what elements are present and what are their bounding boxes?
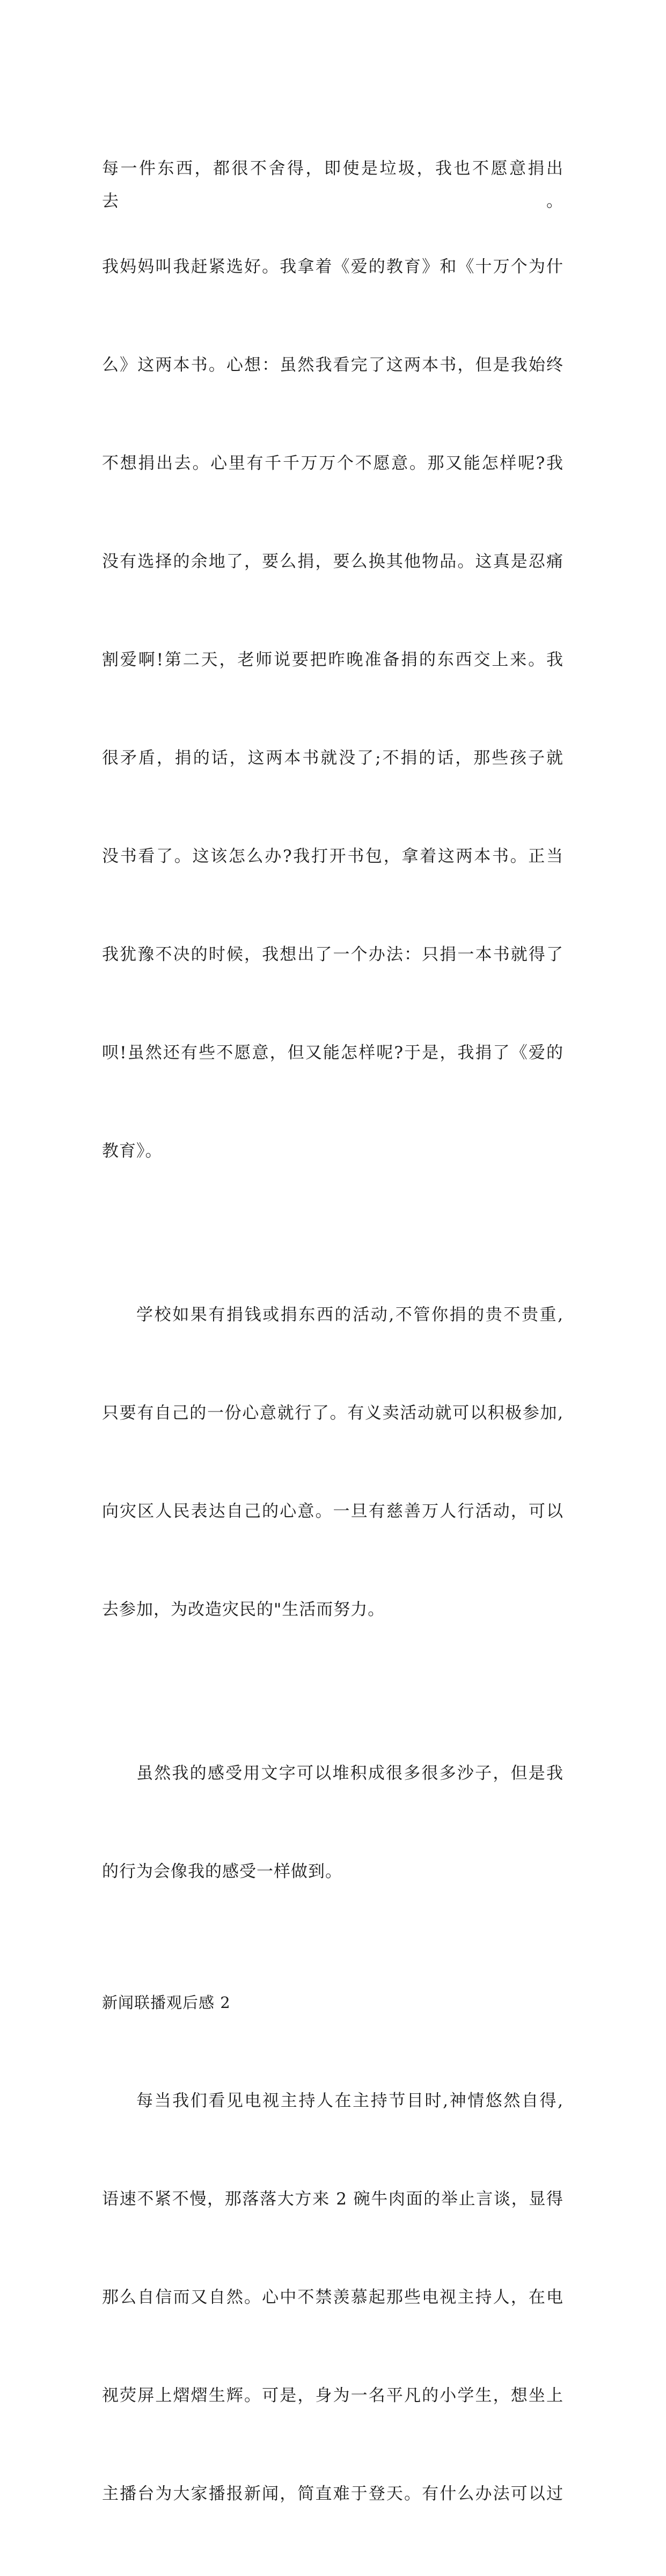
text-line: 那么自信而又自然。心中不禁羡慕起那些电视主持人，在电 bbox=[102, 2288, 563, 2307]
document-body bbox=[102, 87, 563, 2576]
text-line: 每当我们看见电视主持人在主持节目时,神情悠然自得, bbox=[136, 2091, 563, 2111]
text-line: 割爱啊!第二天，老师说要把昨晚准备捐的东西交上来。我 bbox=[102, 650, 563, 670]
text-line: 向灾区人民表达自己的心意。一旦有慈善万人行活动，可以 bbox=[102, 1502, 563, 1521]
text-line: 不想捐出去。心里有千千万万个不愿意。那又能怎样呢?我 bbox=[102, 454, 563, 473]
text-line: 视荧屏上熠熠生辉。可是，身为一名平凡的小学生，想坐上 bbox=[102, 2386, 563, 2405]
text-line: 去参加，为改造灾民的"生活而努力。 bbox=[102, 1600, 385, 1619]
text-line: 呗!虽然还有些不愿意，但又能怎样呢?于是，我捐了《爱的 bbox=[102, 1043, 563, 1063]
text-line: 没有选择的余地了，要么捐，要么换其他物品。这真是忍痛 bbox=[102, 552, 563, 571]
text-line: 虽然我的感受用文字可以堆积成很多很多沙子，但是我 bbox=[136, 1764, 563, 1783]
text-line: 么》这两本书。心想：虽然我看完了这两本书，但是我始终 bbox=[102, 355, 563, 375]
paragraph-2 bbox=[102, 1233, 563, 1692]
text-line: 每一件东西，都很不舍得，即使是垃圾，我也不愿意捐出去。 bbox=[102, 159, 563, 211]
text-line: 主播台为大家播报新闻，简直难于登天。有什么办法可以过 bbox=[102, 2484, 563, 2504]
text-line: 语速不紧不慢，那落落大方来 2 碗牛肉面的举止言谈，显得 bbox=[102, 2189, 563, 2209]
text-line: 的行为会像我的感受一样做到。 bbox=[102, 1862, 342, 1881]
text-line: 没书看了。这该怎么办?我打开书包，拿着这两本书。正当 bbox=[102, 847, 563, 866]
paragraph-1 bbox=[102, 87, 563, 1233]
text-line: 很矛盾，捐的话，这两本书就没了;不捐的话，那些孩子就 bbox=[102, 748, 563, 768]
text-line: 我犹豫不决的时候，我想出了一个办法：只捐一本书就得了 bbox=[102, 945, 563, 964]
text-line: 学校如果有捐钱或捐东西的活动,不管你捐的贵不贵重, bbox=[136, 1305, 563, 1325]
text-line: 只要有自己的一份心意就行了。有义卖活动就可以积极参加, bbox=[102, 1403, 563, 1423]
text-line: 我妈妈叫我赶紧选好。我拿着《爱的教育》和《十万个为什 bbox=[102, 257, 563, 276]
text-line: 教育》。 bbox=[102, 1141, 163, 1161]
paragraph-3 bbox=[102, 1692, 563, 1954]
paragraph-4 bbox=[102, 2019, 563, 2576]
section-heading: 新闻联播观后感 2 bbox=[102, 1993, 231, 2012]
